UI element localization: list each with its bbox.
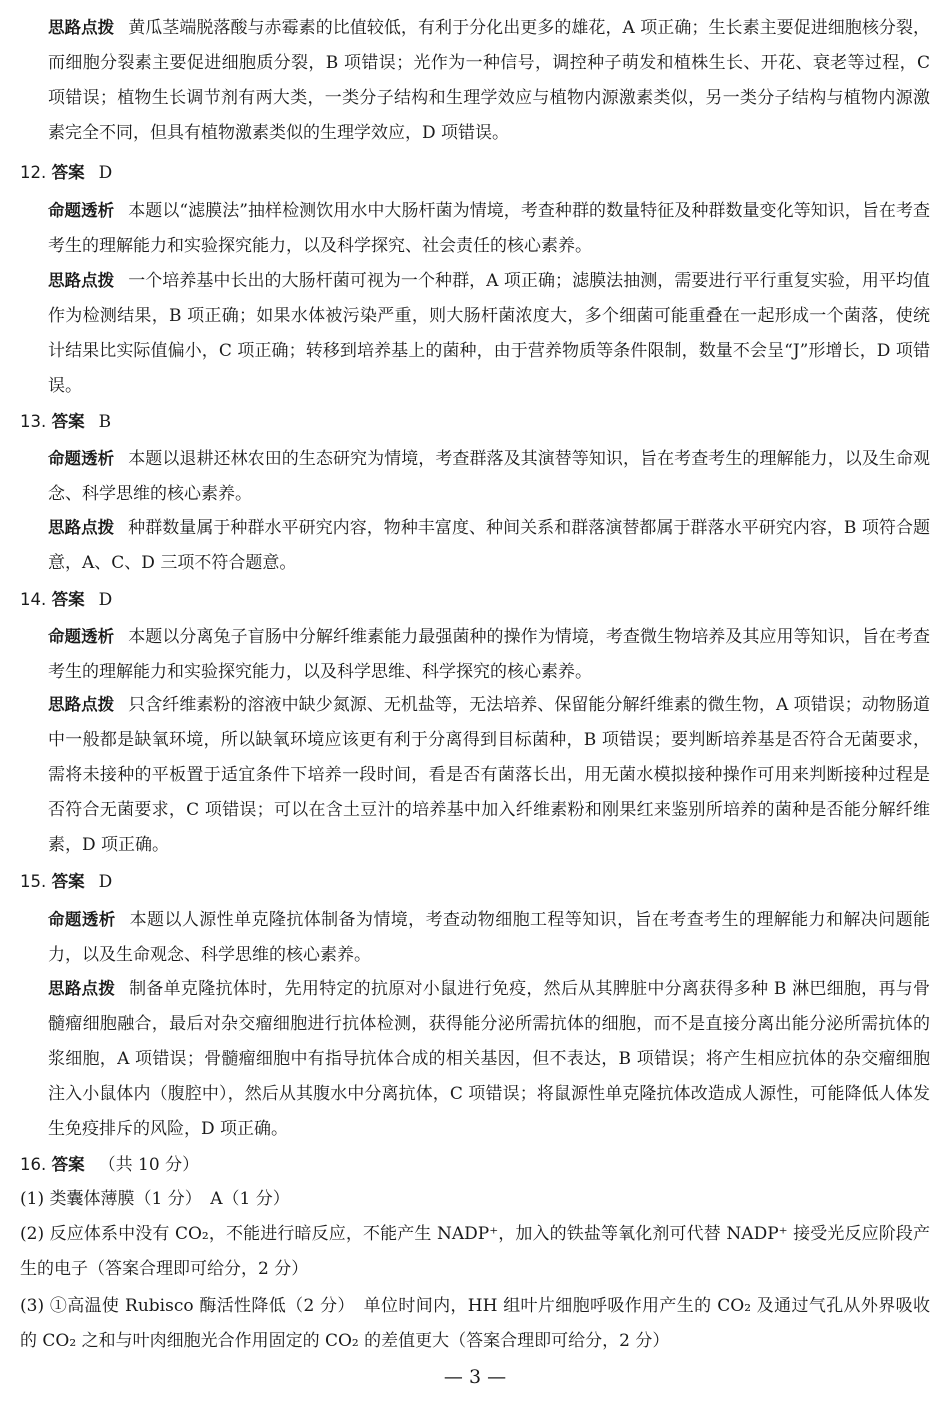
q12-answer-label: 答案 — [51, 163, 85, 182]
q14-hint-label: 思路点拨 — [48, 695, 115, 714]
q15-number: 15. — [20, 872, 47, 891]
q11-hint-text: 黄瓜茎端脱落酸与赤霉素的比值较低，有利于分化出更多的雄花，A 项正确；生长素主要促进细胞核分裂，而细胞分裂素主要促进细胞质分裂，B 项错误；光作为一种信号，调控种子萌发和植株生长、开花、衰老等过程，C 项错误；植物生长调节剂有两大类，一类分子结构和生理学效应与植物内源激素类似，另一类分子结构与植物内源激素完全不同，但具有植物激素类似的生理学效应，D 项错误。 — [48, 18, 930, 143]
q13-hint-text: 种群数量属于种群水平研究内容，物种丰富度、种间关系和群落演替都属于群落水平研究内容，B 项符合题意，A、C、D 三项不符合题意。 — [48, 518, 930, 573]
q12-intent-text: 本题以“滤膜法”抽样检测饮用水中大肠杆菌为情境，考查种群的数量特征及种群数量变化等知识，旨在考查考生的理解能力和实验探究能力，以及科学探究、社会责任的核心素养。 — [48, 201, 931, 256]
q16-answer-line — [20, 1147, 199, 1183]
q16-number: 16. — [20, 1155, 47, 1174]
q12-hint-paragraph — [48, 263, 930, 404]
q12-hint-label: 思路点拨 — [48, 271, 115, 290]
q13-answer: B — [98, 412, 112, 432]
q14-intent-text: 本题以分离兔子盲肠中分解纤维素能力最强菌种的操作为情境，考查微生物培养及其应用等知识，旨在考查考生的理解能力和实验探究能力，以及科学思维、科学探究的核心素养。 — [48, 627, 931, 682]
q13-answer-label: 答案 — [51, 412, 85, 431]
q12-answer: D — [98, 163, 113, 183]
q14-intent-label: 命题透析 — [48, 627, 115, 646]
q15-answer-line — [20, 864, 112, 900]
q15-intent-label: 命题透析 — [48, 910, 116, 929]
q12-number: 12. — [20, 163, 47, 182]
q13-hint-label: 思路点拨 — [48, 518, 115, 537]
q15-answer: D — [98, 872, 113, 892]
q14-hint-text: 只含纤维素粉的溶液中缺少氮源、无机盐等，无法培养、保留能分解纤维素的微生物，A 项错误；动物肠道中一般都是缺氧环境，所以缺氧环境应该更有利于分离得到目标菌种，B 项错误；要判断培养基是否符合无菌要求，需将未接种的平板置于适宜条件下培养一段时间，看是否有菌落长出，用无菌水模拟接种操作可用来判断接种过程是否符合无菌要求，C 项错误；可以在含土豆汁的培养基中加入纤维素粉和刚果红来鉴别所培养的菌种是否能分解纤维素，D 项正确。 — [48, 695, 930, 855]
q12-intent-label: 命题透析 — [48, 201, 115, 220]
q15-hint-text: 制备单克隆抗体时，先用特定的抗原对小鼠进行免疫，然后从其脾脏中分离获得多种 B 淋巴细胞，再与骨髓瘤细胞融合，最后对杂交瘤细胞进行抗体检测，获得能分泌所需抗体的细胞，而不是直接分离出能分泌所需抗体的浆细胞，A 项错误；骨髓瘤细胞中有指导抗体合成的相关基因，但不表达，B 项错误；将产生相应抗体的杂交瘤细胞注入小鼠体内（腹腔中），然后从其腹水中分离抗体，C 项错误；将鼠源性单克隆抗体改造成人源性，可能降低人体发生免疫排斥的风险，D 项正确。 — [48, 979, 931, 1139]
q13-answer-line — [20, 404, 111, 440]
q12-intent-paragraph — [48, 193, 930, 264]
q14-number: 14. — [20, 590, 47, 609]
q14-answer-line — [20, 582, 112, 618]
q15-intent-paragraph — [48, 902, 930, 973]
q13-hint-paragraph — [48, 510, 930, 581]
q13-intent-paragraph — [48, 441, 930, 512]
q15-answer-label: 答案 — [51, 872, 85, 891]
q14-hint-paragraph — [48, 687, 930, 863]
q16-part1: (1) 类囊体薄膜（1 分） A（1 分） — [20, 1189, 290, 1209]
q13-intent-text: 本题以退耕还林农田的生态研究为情境，考查群落及其演替等知识，旨在考查考生的理解能力，以及生命观念、科学思维的核心素养。 — [48, 449, 931, 504]
q11-hint-paragraph — [48, 10, 930, 151]
q15-intent-text: 本题以人源性单克隆抗体制备为情境，考查动物细胞工程等知识，旨在考查考生的理解能力和解决问题能力，以及生命观念、科学思维的核心素养。 — [48, 910, 931, 965]
q15-hint-label: 思路点拨 — [48, 979, 116, 998]
q16-score: （共 10 分） — [98, 1155, 200, 1175]
q16-part2: (2) 反应体系中没有 CO₂，不能进行暗反应，不能产生 NADP⁺，加入的铁盐等氧化剂可代替 NADP⁺ 接受光反应阶段产生的电子（答案合理即可给分，2 分） — [20, 1224, 930, 1279]
q12-hint-text: 一个培养基中长出的大肠杆菌可视为一个种群，A 项正确；滤膜法抽测，需要进行平行重复实验，用平均值作为检测结果，B 项正确；如果水体被污染严重，则大肠杆菌浓度大，多个细菌可能重叠在一起形成一个菌落，使统计结果比实际值偏小，C 项正确；转移到培养基上的菌种，由于营养物质等条件限制，数量不会呈“J”形增长，D 项错误。 — [48, 271, 930, 396]
q16-answer-label: 答案 — [51, 1155, 85, 1174]
q13-number: 13. — [20, 412, 47, 431]
q14-answer: D — [98, 590, 113, 610]
q14-answer-label: 答案 — [51, 590, 85, 609]
q13-intent-label: 命题透析 — [48, 449, 115, 468]
q12-answer-line — [20, 155, 112, 191]
q11-hint-label: 思路点拨 — [48, 18, 115, 37]
page-number: — 3 — — [443, 1366, 507, 1388]
q15-hint-paragraph — [48, 971, 930, 1147]
q14-intent-paragraph — [48, 619, 930, 690]
q16-part3: (3) ①高温使 Rubisco 酶活性降低（2 分） 单位时间内，HH 组叶片细胞呼吸作用产生的 CO₂ 及通过气孔从外界吸收的 CO₂ 之和与叶肉细胞光合作用固定的 CO₂ 的差值更大（答案合理即可给分，2 分） — [20, 1296, 930, 1351]
